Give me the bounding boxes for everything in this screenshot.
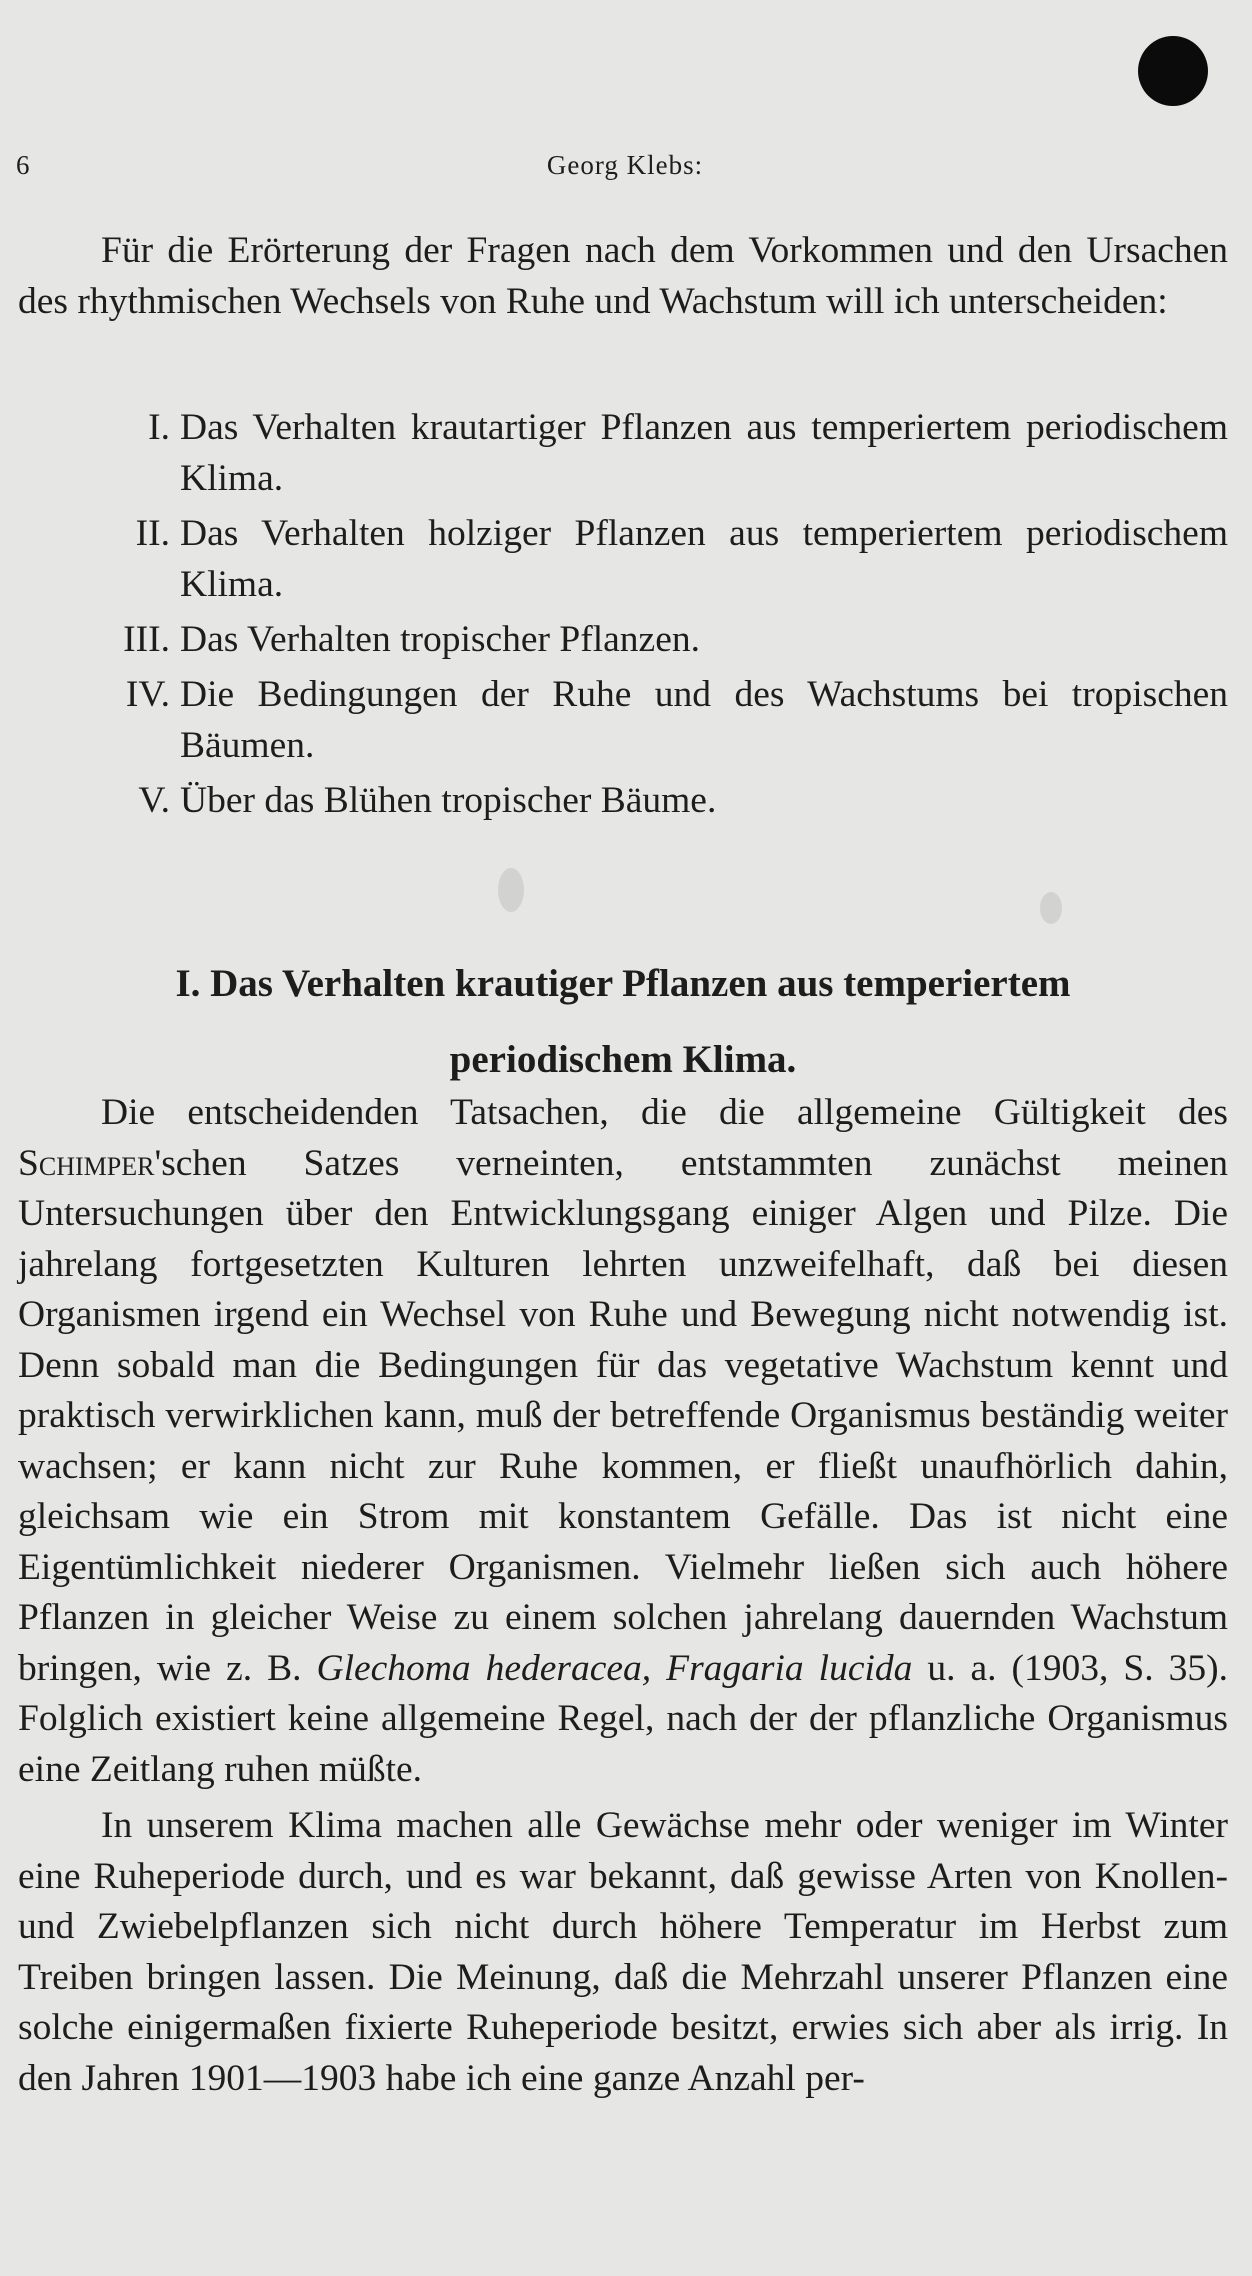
list-item (18, 614, 1228, 665)
section-body (18, 1088, 1228, 2104)
section-heading-line: periodischem Klima. (449, 1038, 797, 1081)
paragraph-text: u. a. (1903, S. 35). Folglich existiert keine allgemeine Regel, nach der der pflanzliche Organismus eine Zeitlang ruhen müßte. (18, 1647, 1229, 1790)
body-paragraph (18, 1088, 1228, 1795)
section-heading (18, 946, 1228, 1098)
species-name: Glechoma hederacea, (316, 1647, 652, 1689)
list-text: Das Verhalten tropischer Pflanzen. (180, 619, 700, 660)
section-heading-line: I. Das Verhalten krautiger Pflanzen aus temperiertem (175, 962, 1071, 1005)
list-numeral: III. (123, 619, 170, 660)
paragraph-text: Die entscheidenden Tatsachen, die die allgemeine Gültigkeit des (101, 1092, 1228, 1133)
intro-paragraph: Für die Erörterung der Fragen nach dem Vorkommen und den Ursachen des rhythmischen Wechsels von Ruhe und Wachstum will ich unterscheiden: (18, 230, 1228, 322)
ink-dot (1138, 36, 1208, 106)
list-item (18, 508, 1228, 610)
species-name: Fragaria lucida (666, 1647, 913, 1689)
intro-block (18, 226, 1228, 327)
paragraph-text: 'schen Satzes verneinten, entstammten zunächst meinen Untersuchungen über den Entwicklungsgang einiger Algen und Pilze. Die jahrelang fortgesetzten Kulturen lehrten unzweifelhaft, daß bei diesen Organismen irgend ein Wechsel von Ruhe und Bewegung nicht notwendig ist. Denn sobald man die Bedingungen für das vegetative Wachstum kennt und praktisch verwirklichen kann, muß der betreffende Organismus beständig weiter wachsen; er kann nicht zur Ruhe kommen, er fließt unaufhörlich dahin, gleichsam wie ein Strom mit konstantem Gefälle. Das ist nicht eine Eigentümlichkeit niederer Organismen. Vielmehr ließen sich auch höhere Pflanzen in gleicher Weise zu einem solchen jahrelang dauernden Wachstum bringen, wie z. B. (18, 1142, 1228, 1689)
page-number: 6 (16, 150, 30, 180)
list-text: Über das Blühen tropischer Bäume. (180, 780, 717, 821)
smudge-mark (498, 868, 524, 912)
body-paragraph: In unserem Klima machen alle Gewächse mehr oder weniger im Winter eine Ruheperiode durch, und es war bekannt, daß gewisse Arten von Knollen- und Zwiebelpflanzen sich nicht durch höhere Temperatur im Herbst zum Treiben bringen lassen. Die Meinung, daß die Mehrzahl unserer Pflanzen eine solche einigermaßen fixierte Ruheperiode besitzt, erwies sich aber als irrig. In den Jahren 1901—1903 habe ich eine ganze Anzahl per- (18, 1805, 1228, 2099)
outline-list (18, 402, 1228, 830)
page-header (16, 150, 1234, 190)
list-text: Das Verhalten holziger Pflanzen aus temperiertem periodischem Klima. (180, 513, 1228, 605)
list-numeral: I. (148, 407, 170, 448)
list-numeral: II. (135, 513, 170, 554)
running-head: Georg Klebs: (546, 150, 704, 180)
list-item (18, 775, 1228, 826)
list-item (18, 402, 1228, 504)
list-text: Das Verhalten krautartiger Pflanzen aus temperiertem periodischem Klima. (180, 407, 1228, 499)
author-name: Schimper (18, 1142, 155, 1184)
smudge-mark (1040, 892, 1062, 924)
list-numeral: V. (138, 780, 170, 821)
list-numeral: IV. (125, 674, 170, 715)
list-text: Die Bedingungen der Ruhe und des Wachstums bei tropischen Bäumen. (180, 674, 1228, 766)
list-item (18, 669, 1228, 771)
